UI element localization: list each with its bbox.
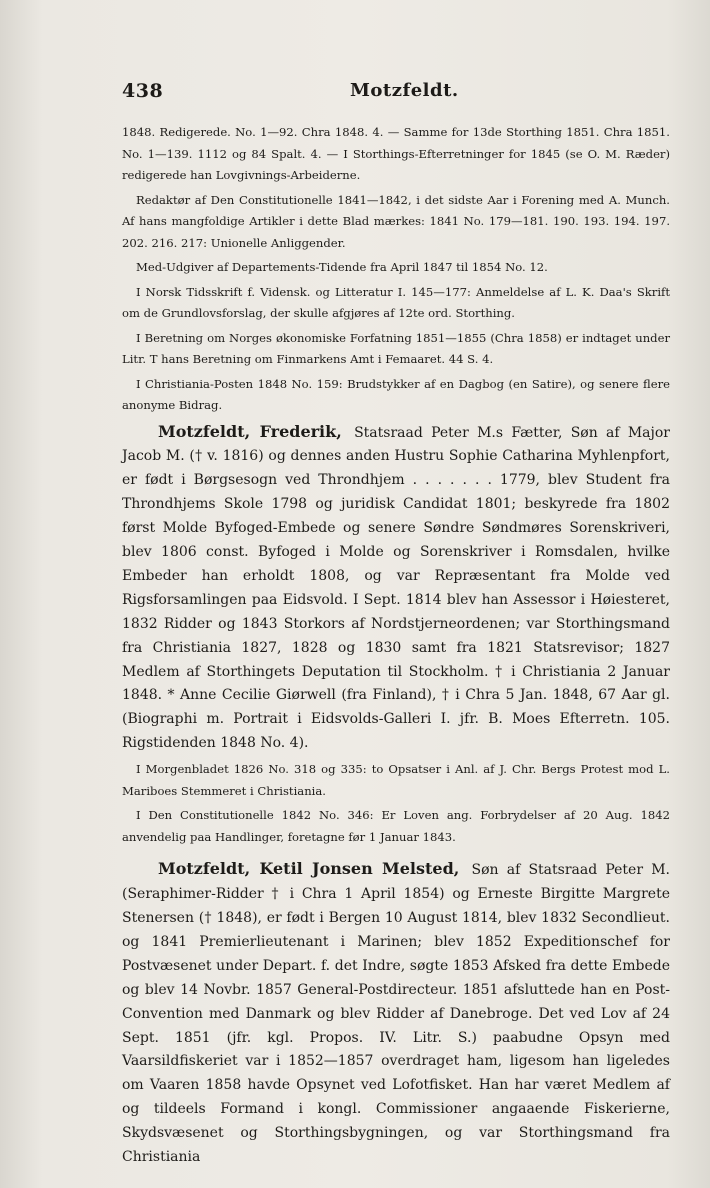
page-header bbox=[122, 80, 670, 104]
paragraph: I Christiania-Posten 1848 No. 159: Brudstykker af en Dagbog (en Satire), og senere flere anonyme Bidrag. bbox=[122, 376, 670, 412]
entry-title: Motzfeldt, Frederik, bbox=[158, 421, 342, 441]
paragraph: I Morgenbladet 1826 No. 318 og 335: to Opsatser i Anl. af J. Chr. Bergs Protest mod L. Mariboes Stemmeret i Christiania. bbox=[122, 762, 670, 798]
page-number: 438 bbox=[122, 80, 164, 102]
entry-motzfeldt-ketil bbox=[122, 857, 670, 1170]
running-head: Motzfeldt. bbox=[350, 80, 459, 101]
paragraph: I Norsk Tidsskrift f. Vidensk. og Litteratur I. 145—177: Anmeldelse af L. K. Daa's Skrift om de Grundlovsforslag, der skulle afgjøres af 12te ord. Storthing. bbox=[122, 284, 670, 320]
paragraph: Redaktør af Den Constitutionelle 1841—1842, i det sidste Aar i Forening med A. Munch. Af hans mangfoldige Artikler i dette Blad mærkes: 1841 No. 179—181. 190. 193. 194. 197. 202. 216. 217: Unionelle Anliggender. bbox=[122, 192, 670, 250]
entry-title: Motzfeldt, Ketil Jonsen Melsted, bbox=[158, 859, 460, 879]
paragraph: 1848. Redigerede. No. 1—92. Chra 1848. 4. — Samme for 13de Storthing 1851. Chra 1851. No. 1—139. 1112 og 84 Spalt. 4. — I Storthings-Efterretninger for 1845 (se O. M. Ræder) redigerede han Lovgivnings-Arbeiderne. bbox=[122, 125, 670, 182]
page-text bbox=[122, 122, 670, 1170]
paragraph: I Beretning om Norges økonomiske Forfatning 1851—1855 (Chra 1858) er indtaget under Litr. T hans Beretning om Finmarkens Amt i Femaaret. 44 S. 4. bbox=[122, 330, 670, 366]
entry-body: Søn af Statsraad Peter M. (Seraphimer-Ridder † i Chra 1 April 1854) og Erneste Birgitte Margrete Stenersen († 1848), er født i Bergen 10 August 1814, blev 1832 Secondlieut. og 1841 Premierlieutenant i Marinen; blev 1852 Expeditionschef for Postvæsenet under Depart. f. det Indre, søgte 1853 Afsked fra dette Embede og blev 14 Novbr. 1857 General-Postdirecteur. 1851 afsluttede han en Post-Convention med Danmark og blev Ridder af Danebroge. Det ved Lov af 24 Sept. 1851 (jfr. kgl. Propos. IV. Litr. S.) paabudne Opsyn med Vaarsildfiskeriet var i 1852—1857 overdraget ham, ligesom han ligeledes om Vaaren 1858 havde Opsynet ved Lofotfisket. Han har været Medlem af og tildeels Formand i kongl. Commissioner angaaende Fiskerierne, Skydsvæsenet og Storthingsbygningen, og var Storthingsmand fra Christiania bbox=[122, 862, 671, 1166]
entry-motzfeldt-frederik bbox=[122, 420, 670, 757]
paragraph: Med-Udgiver af Departements-Tidende fra April 1847 til 1854 No. 12. bbox=[136, 260, 548, 274]
entry-body: Statsraad Peter M.s Fætter, Søn af Major Jacob M. († v. 1816) og dennes anden Hustru Sophie Catharina Myhlenpfort, er født i Børgsesogn ved Throndhjem . . . . . . . 1779, blev Student fra Throndhjems Skole 1798 og juridisk Candidat 1801; beskyrede fra 1802 først Molde Byfoged-Embede og senere Søndre Søndmøres Sorenskriveri, blev 1806 const. Byfoged i Molde og Sorenskriver i Romsdalen, hvilke Embeder han erholdt 1808, og var Repræsentant fra Molde ved Rigsforsamlingen paa Eidsvold. I Sept. 1814 blev han Assessor i Høiesteret, 1832 Ridder og 1843 Storkors af Nordstjerneordenen; var Storthingsmand fra Christiania 1827, 1828 og 1830 samt fra 1821 Statsrevisor; 1827 Medlem af Storthingets Deputation til Stockholm. † i Christiania 2 Januar 1848. * Anne Cecilie Giørwell (fra Finland), † i Chra 5 Jan. 1848, 67 Aar gl. (Biographi m. Portrait i Eidsvolds-Galleri I. jfr. B. Moes Efterretn. 105. Rigstidenden 1848 No. 4). bbox=[122, 424, 670, 752]
paragraph: I Den Constitutionelle 1842 No. 346: Er Loven ang. Forbrydelser af 20 Aug. 1842 anvendelig paa Handlinger, foretagne før 1 Januar 1843. bbox=[122, 808, 670, 844]
